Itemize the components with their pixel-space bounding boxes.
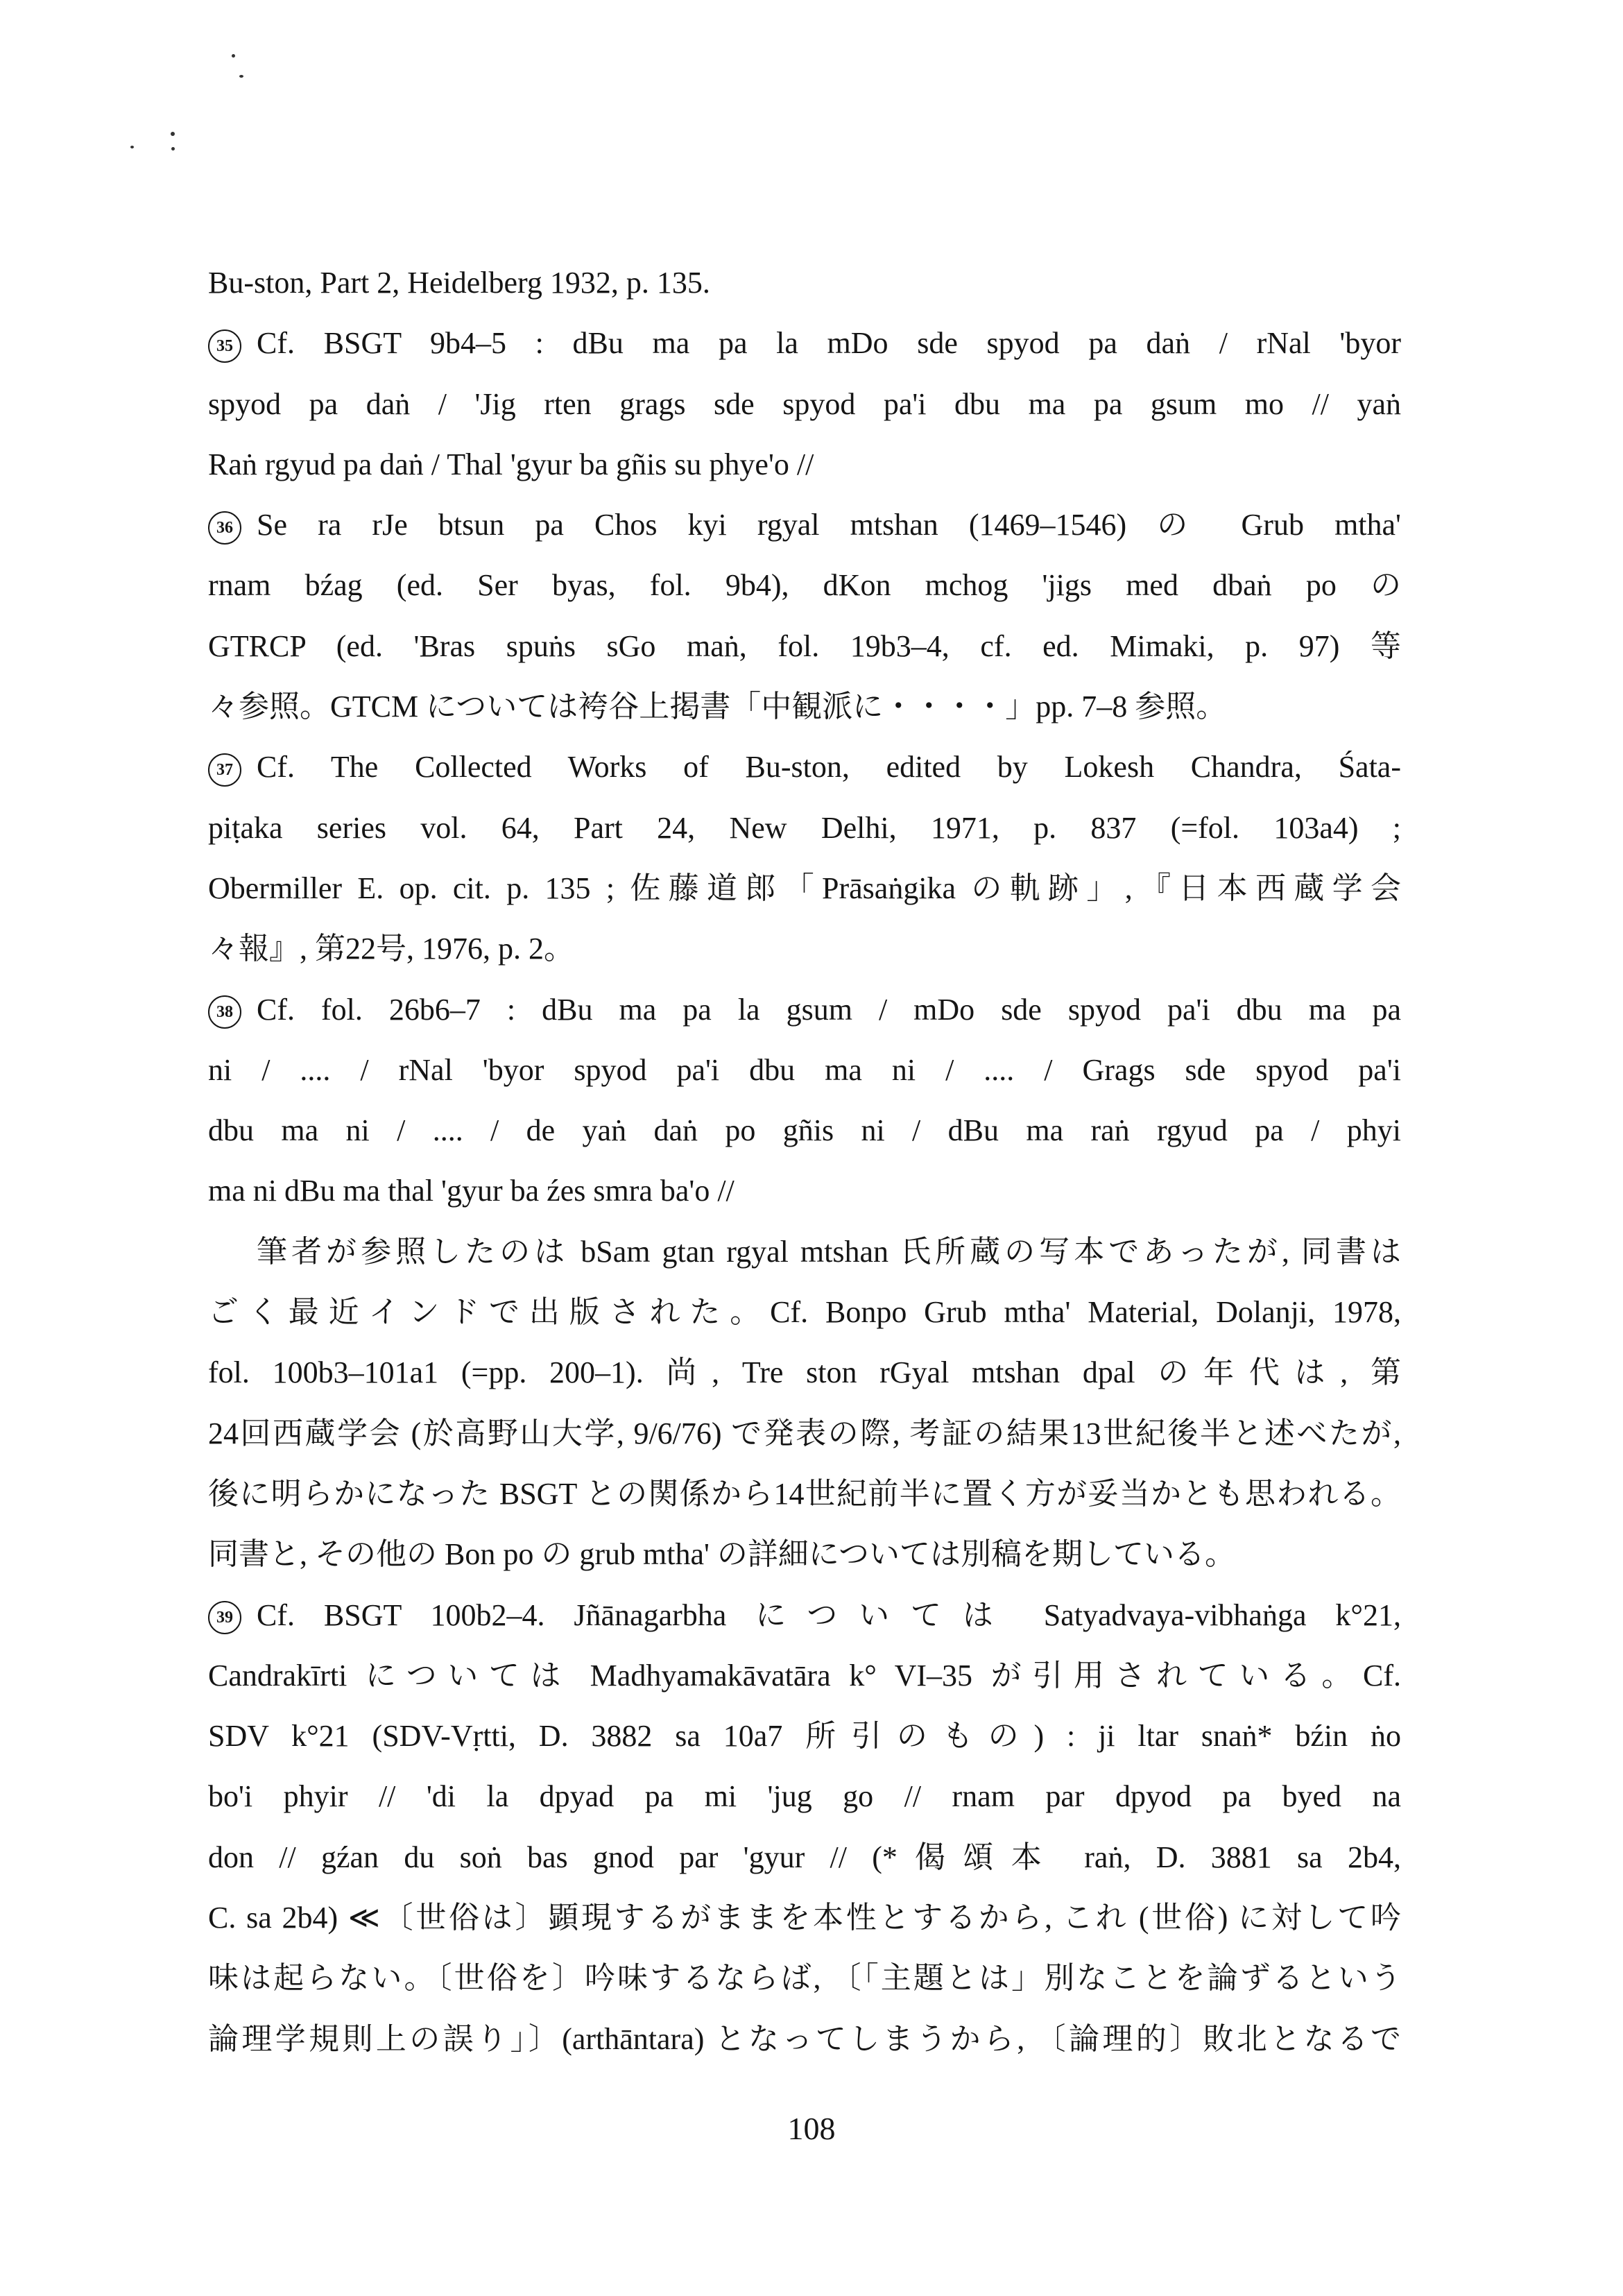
text-line [208,1100,1401,1160]
line-text: 論理学規則上の誤り」〕(arthāntara) となってしまうから, 〔論理的〕敗北となるで [208,2021,1401,2056]
text-line [208,1222,1401,1282]
text-line [208,676,1401,737]
line-text: GTRCP (ed. 'Bras spuṅs sGo maṅ, fol. 19b3–4, cf. ed. Mimaki, p. 97) 等 [208,628,1401,663]
text-line [208,1766,1401,1826]
line-text: ma ni dBu ma thal 'gyur ba źes smra ba'o // [208,1174,735,1208]
scan-speck [232,54,235,58]
text-line [208,1342,1401,1403]
note-number-marker: 39 [208,1601,241,1634]
line-text: fol. 100b3–101a1 (=pp. 200–1). 尚, Tre ston rGyal mtshan dpal の年代は, 第 [208,1355,1401,1390]
line-text: 々報』, 第22号, 1976, p. 2。 [208,932,574,966]
text-line [208,1524,1401,1584]
text-line [208,1160,1401,1221]
text-line [208,798,1401,858]
note-number-marker: 38 [208,995,241,1029]
line-text: piṭaka series vol. 64, Part 24, New Delhi, 1971, p. 837 (=fol. 103a4) ; [208,810,1401,845]
line-text: Obermiller E. op. cit. p. 135 ; 佐藤道郎「Prāsaṅgika の軌跡」,『日本西蔵学会 [208,871,1401,905]
scan-speck [239,75,243,78]
text-line [208,1948,1401,2008]
note-line [208,1585,1401,1645]
line-text: SDV k°21 (SDV-Vṛtti, D. 3882 sa 10a7 所引のもの) : ji ltar snaṅ* bźin ṅo [208,1719,1401,1754]
note-number-marker: 37 [208,753,241,787]
line-text: 後に明らかになった BSGT との関係から14世紀前半に置く方が妥当かとも思われる。 [208,1476,1401,1511]
text-line [208,1827,1401,1887]
line-text: don // gźan du soṅ bas gnod par 'gyur // (*偈頌本 raṅ, D. 3881 sa 2b4, [208,1840,1401,1874]
text-block [208,252,1401,2069]
line-text: 筆者が参照したのは bSam gtan rgyal mtshan 氏所蔵の写本であったが, 同書は [257,1234,1401,1269]
line-text: Cf. BSGT 9b4–5 : dBu ma pa la mDo sde spyod pa daṅ / rNal 'byor [257,326,1401,361]
text-line [208,555,1401,615]
line-text: Se ra rJe btsun pa Chos kyi rgyal mtshan (1469–1546) の Grub mtha' [257,508,1401,542]
line-text: Candrakīrti については Madhyamakāvatāra k° VI–35 が引用されている。Cf. [208,1658,1401,1693]
line-text: 々参照。GTCM については袴谷上掲書「中観派に・・・・」pp. 7–8 参照。 [208,689,1227,724]
line-text: Cf. BSGT 100b2–4. Jñānagarbha については Satyadvaya-vibhaṅga k°21, [257,1597,1401,1632]
text-line [208,2009,1401,2069]
line-text: bo'i phyir // 'di la dpyad pa mi 'jug go // rnam par dpyod pa byed na [208,1779,1401,1814]
text-line [208,1887,1401,1948]
scan-speck [171,147,175,151]
line-text: 24回西蔵学会 (於高野山大学, 9/6/76) で発表の際, 考証の結果13世紀後半と述べたが, [208,1416,1401,1450]
line-text: Cf. The Collected Works of Bu-ston, edited by Lokesh Chandra, Śata- [257,750,1401,785]
page-number: 108 [787,2111,836,2146]
line-text: spyod pa daṅ / 'Jig rten grags sde spyod pa'i dbu ma pa gsum mo // yaṅ [208,386,1401,421]
text-line [208,1282,1401,1342]
note-line [208,737,1401,797]
note-line [208,313,1401,373]
scan-speck [130,146,134,148]
note-line [208,979,1401,1040]
text-line [208,252,1401,313]
line-text: Cf. fol. 26b6–7 : dBu ma pa la gsum / mDo sde spyod pa'i dbu ma pa [257,992,1401,1027]
line-text: rnam bźag (ed. Ser byas, fol. 9b4), dKon mchog 'jigs med dbaṅ po の [208,568,1401,603]
note-line [208,495,1401,555]
line-text: 同書と, その他の Bon po の grub mtha' の詳細については別稿を期している。 [208,1537,1236,1572]
note-number-marker: 36 [208,511,241,545]
line-text: ni / .... / rNal 'byor spyod pa'i dbu ma ni / .... / Grags sde spyod pa'i [208,1052,1401,1087]
line-text: Bu-ston, Part 2, Heidelberg 1932, p. 135. [208,266,710,300]
text-line [208,1403,1401,1464]
text-line [208,1645,1401,1706]
text-line [208,616,1401,676]
text-line [208,1464,1401,1524]
text-line [208,858,1401,918]
text-line [208,1706,1401,1766]
text-line [208,918,1401,979]
line-text: Raṅ rgyud pa daṅ / Thal 'gyur ba gñis su phye'o // [208,447,814,481]
note-number-marker: 35 [208,329,241,363]
line-text: 味は起らない。〔世俗を〕吟味するならば, 〔「主題とは」別なことを論ずるという [208,1961,1401,1996]
scan-speck [171,132,175,136]
line-text: ごく最近インドで出版された。Cf. Bonpo Grub mtha' Material, Dolanji, 1978, [208,1295,1401,1330]
line-text: dbu ma ni / .... / de yaṅ daṅ po gñis ni / dBu ma raṅ rgyud pa / phyi [208,1113,1401,1148]
text-line [208,374,1401,434]
text-line [208,1040,1401,1100]
text-line [208,434,1401,495]
line-text: C. sa 2b4) ≪〔世俗は〕顕現するがままを本性とするから, これ (世俗) に対して吟 [208,1901,1401,1935]
